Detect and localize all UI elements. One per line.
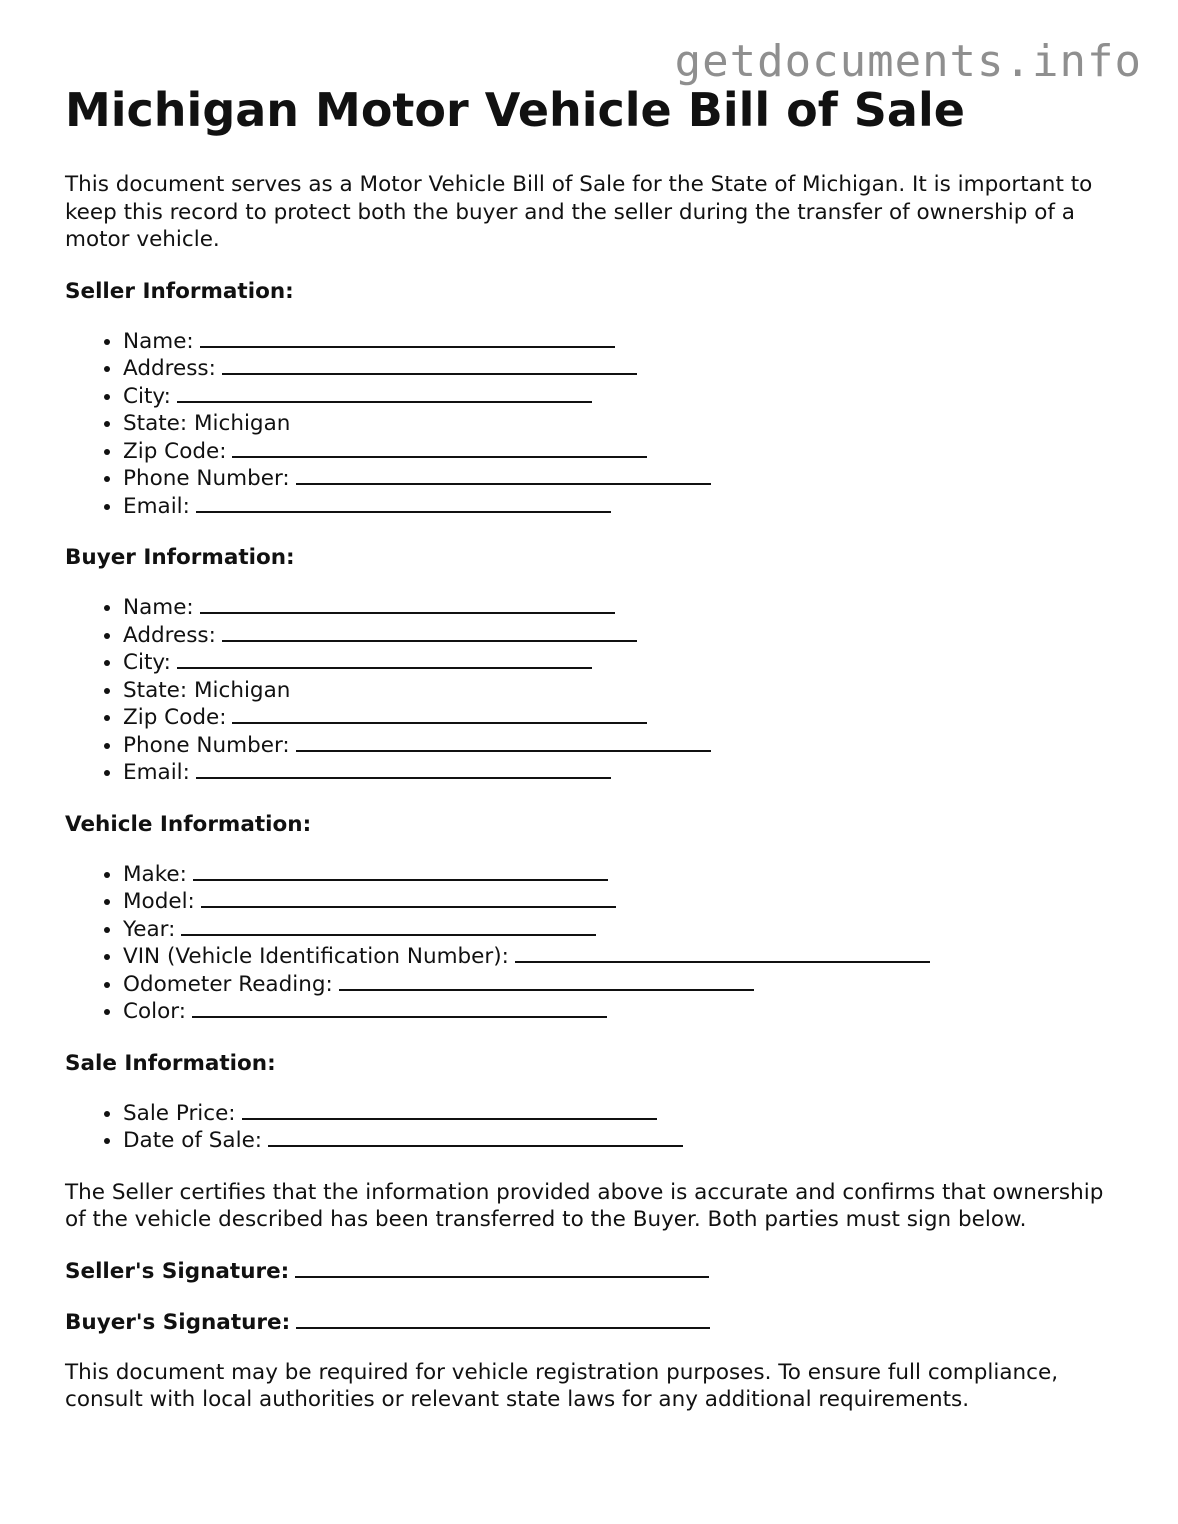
buyer-signature-field[interactable]	[296, 1309, 710, 1329]
seller-zip-field[interactable]	[232, 438, 647, 458]
vehicle-color-item	[123, 998, 1125, 1026]
field-label: Zip Code:	[123, 705, 227, 730]
field-label: City:	[123, 650, 171, 675]
seller-address-item	[123, 355, 1125, 383]
vehicle-odometer-item	[123, 971, 1125, 999]
vehicle-model-item	[123, 888, 1125, 916]
seller-signature-label: Seller's Signature:	[65, 1258, 290, 1284]
seller-phone-field[interactable]	[296, 465, 711, 485]
vehicle-odometer-field[interactable]	[339, 971, 754, 991]
vehicle-year-field[interactable]	[181, 916, 596, 936]
sale-date-item	[123, 1127, 1125, 1155]
seller-signature-field[interactable]	[295, 1258, 709, 1278]
field-label: Odometer Reading:	[123, 971, 333, 997]
field-label: Date of Sale:	[123, 1128, 263, 1153]
buyer-signature-label: Buyer's Signature:	[65, 1309, 291, 1335]
buyer-address-item	[123, 622, 1125, 650]
sale-price-field[interactable]	[242, 1100, 657, 1120]
buyer-state-item	[123, 677, 1125, 705]
buyer-name-field[interactable]	[200, 594, 615, 614]
seller-city-field[interactable]	[177, 383, 592, 403]
vehicle-model-field[interactable]	[201, 888, 616, 908]
buyer-name-item	[123, 594, 1125, 622]
watermark: getdocuments.info	[674, 36, 1142, 87]
vehicle-section-heading: Vehicle Information:	[65, 811, 312, 837]
field-label: Email:	[123, 493, 190, 519]
document-page	[65, 82, 1125, 1414]
field-label: Address:	[123, 622, 216, 648]
sale-field-list	[65, 1100, 1125, 1155]
buyer-zip-item	[123, 704, 1125, 732]
buyer-phone-item	[123, 732, 1125, 760]
field-label: Name:	[123, 595, 194, 620]
vehicle-color-field[interactable]	[192, 998, 607, 1018]
seller-name-field[interactable]	[200, 328, 615, 348]
field-label: State: Michigan	[123, 411, 291, 436]
vehicle-year-item	[123, 916, 1125, 944]
field-label: Year:	[123, 916, 176, 942]
field-label: Phone Number:	[123, 466, 290, 491]
buyer-email-field[interactable]	[196, 759, 611, 779]
buyer-city-field[interactable]	[177, 649, 592, 669]
seller-field-list	[65, 328, 1125, 521]
seller-address-field[interactable]	[222, 355, 637, 375]
seller-city-item	[123, 383, 1125, 411]
field-label: Email:	[123, 760, 190, 785]
seller-signature-row	[65, 1258, 1125, 1285]
buyer-phone-field[interactable]	[296, 732, 711, 752]
field-label: Name:	[123, 328, 194, 354]
vehicle-vin-item	[123, 943, 1125, 971]
buyer-field-list	[65, 594, 1125, 787]
vehicle-field-list	[65, 861, 1125, 1026]
seller-state-item	[123, 410, 1125, 438]
field-label: VIN (Vehicle Identification Number):	[123, 944, 509, 969]
seller-zip-item	[123, 438, 1125, 466]
sale-price-item	[123, 1100, 1125, 1128]
buyer-email-item	[123, 759, 1125, 787]
vehicle-make-item	[123, 861, 1125, 889]
seller-phone-item	[123, 465, 1125, 493]
field-label: Phone Number:	[123, 732, 290, 758]
buyer-zip-field[interactable]	[232, 704, 647, 724]
seller-email-item	[123, 493, 1125, 521]
field-label: Color:	[123, 999, 186, 1024]
sale-section-heading: Sale Information:	[65, 1050, 276, 1076]
field-label: Model:	[123, 889, 195, 914]
vehicle-make-field[interactable]	[193, 861, 608, 881]
buyer-city-item	[123, 649, 1125, 677]
closing-paragraph: This document may be required for vehicle registration purposes. To ensure full compliance, consult with local authorities or relevant state laws for any additional requirements.	[65, 1359, 1059, 1412]
vehicle-vin-field[interactable]	[515, 943, 930, 963]
field-label: Zip Code:	[123, 438, 227, 464]
field-label: Make:	[123, 861, 187, 887]
seller-email-field[interactable]	[196, 493, 611, 513]
intro-paragraph: This document serves as a Motor Vehicle Bill of Sale for the State of Michigan. It is important to keep this record to protect both the buyer and the seller during the transfer of ownership of a motor vehicle.	[65, 172, 1093, 252]
page-title: Michigan Motor Vehicle Bill of Sale	[65, 83, 965, 137]
field-label: Sale Price:	[123, 1100, 236, 1126]
field-label: State: Michigan	[123, 677, 291, 703]
field-label: Address:	[123, 356, 216, 381]
seller-name-item	[123, 328, 1125, 356]
field-label: City:	[123, 383, 171, 409]
certification-paragraph: The Seller certifies that the information provided above is accurate and confirms that ownership of the vehicle described has been transferred to the Buyer. Both parties must sign below.	[65, 1179, 1104, 1232]
buyer-signature-row	[65, 1309, 1125, 1336]
buyer-section-heading: Buyer Information:	[65, 545, 295, 570]
sale-date-field[interactable]	[268, 1127, 683, 1147]
buyer-address-field[interactable]	[222, 622, 637, 642]
seller-section-heading: Seller Information:	[65, 278, 294, 304]
